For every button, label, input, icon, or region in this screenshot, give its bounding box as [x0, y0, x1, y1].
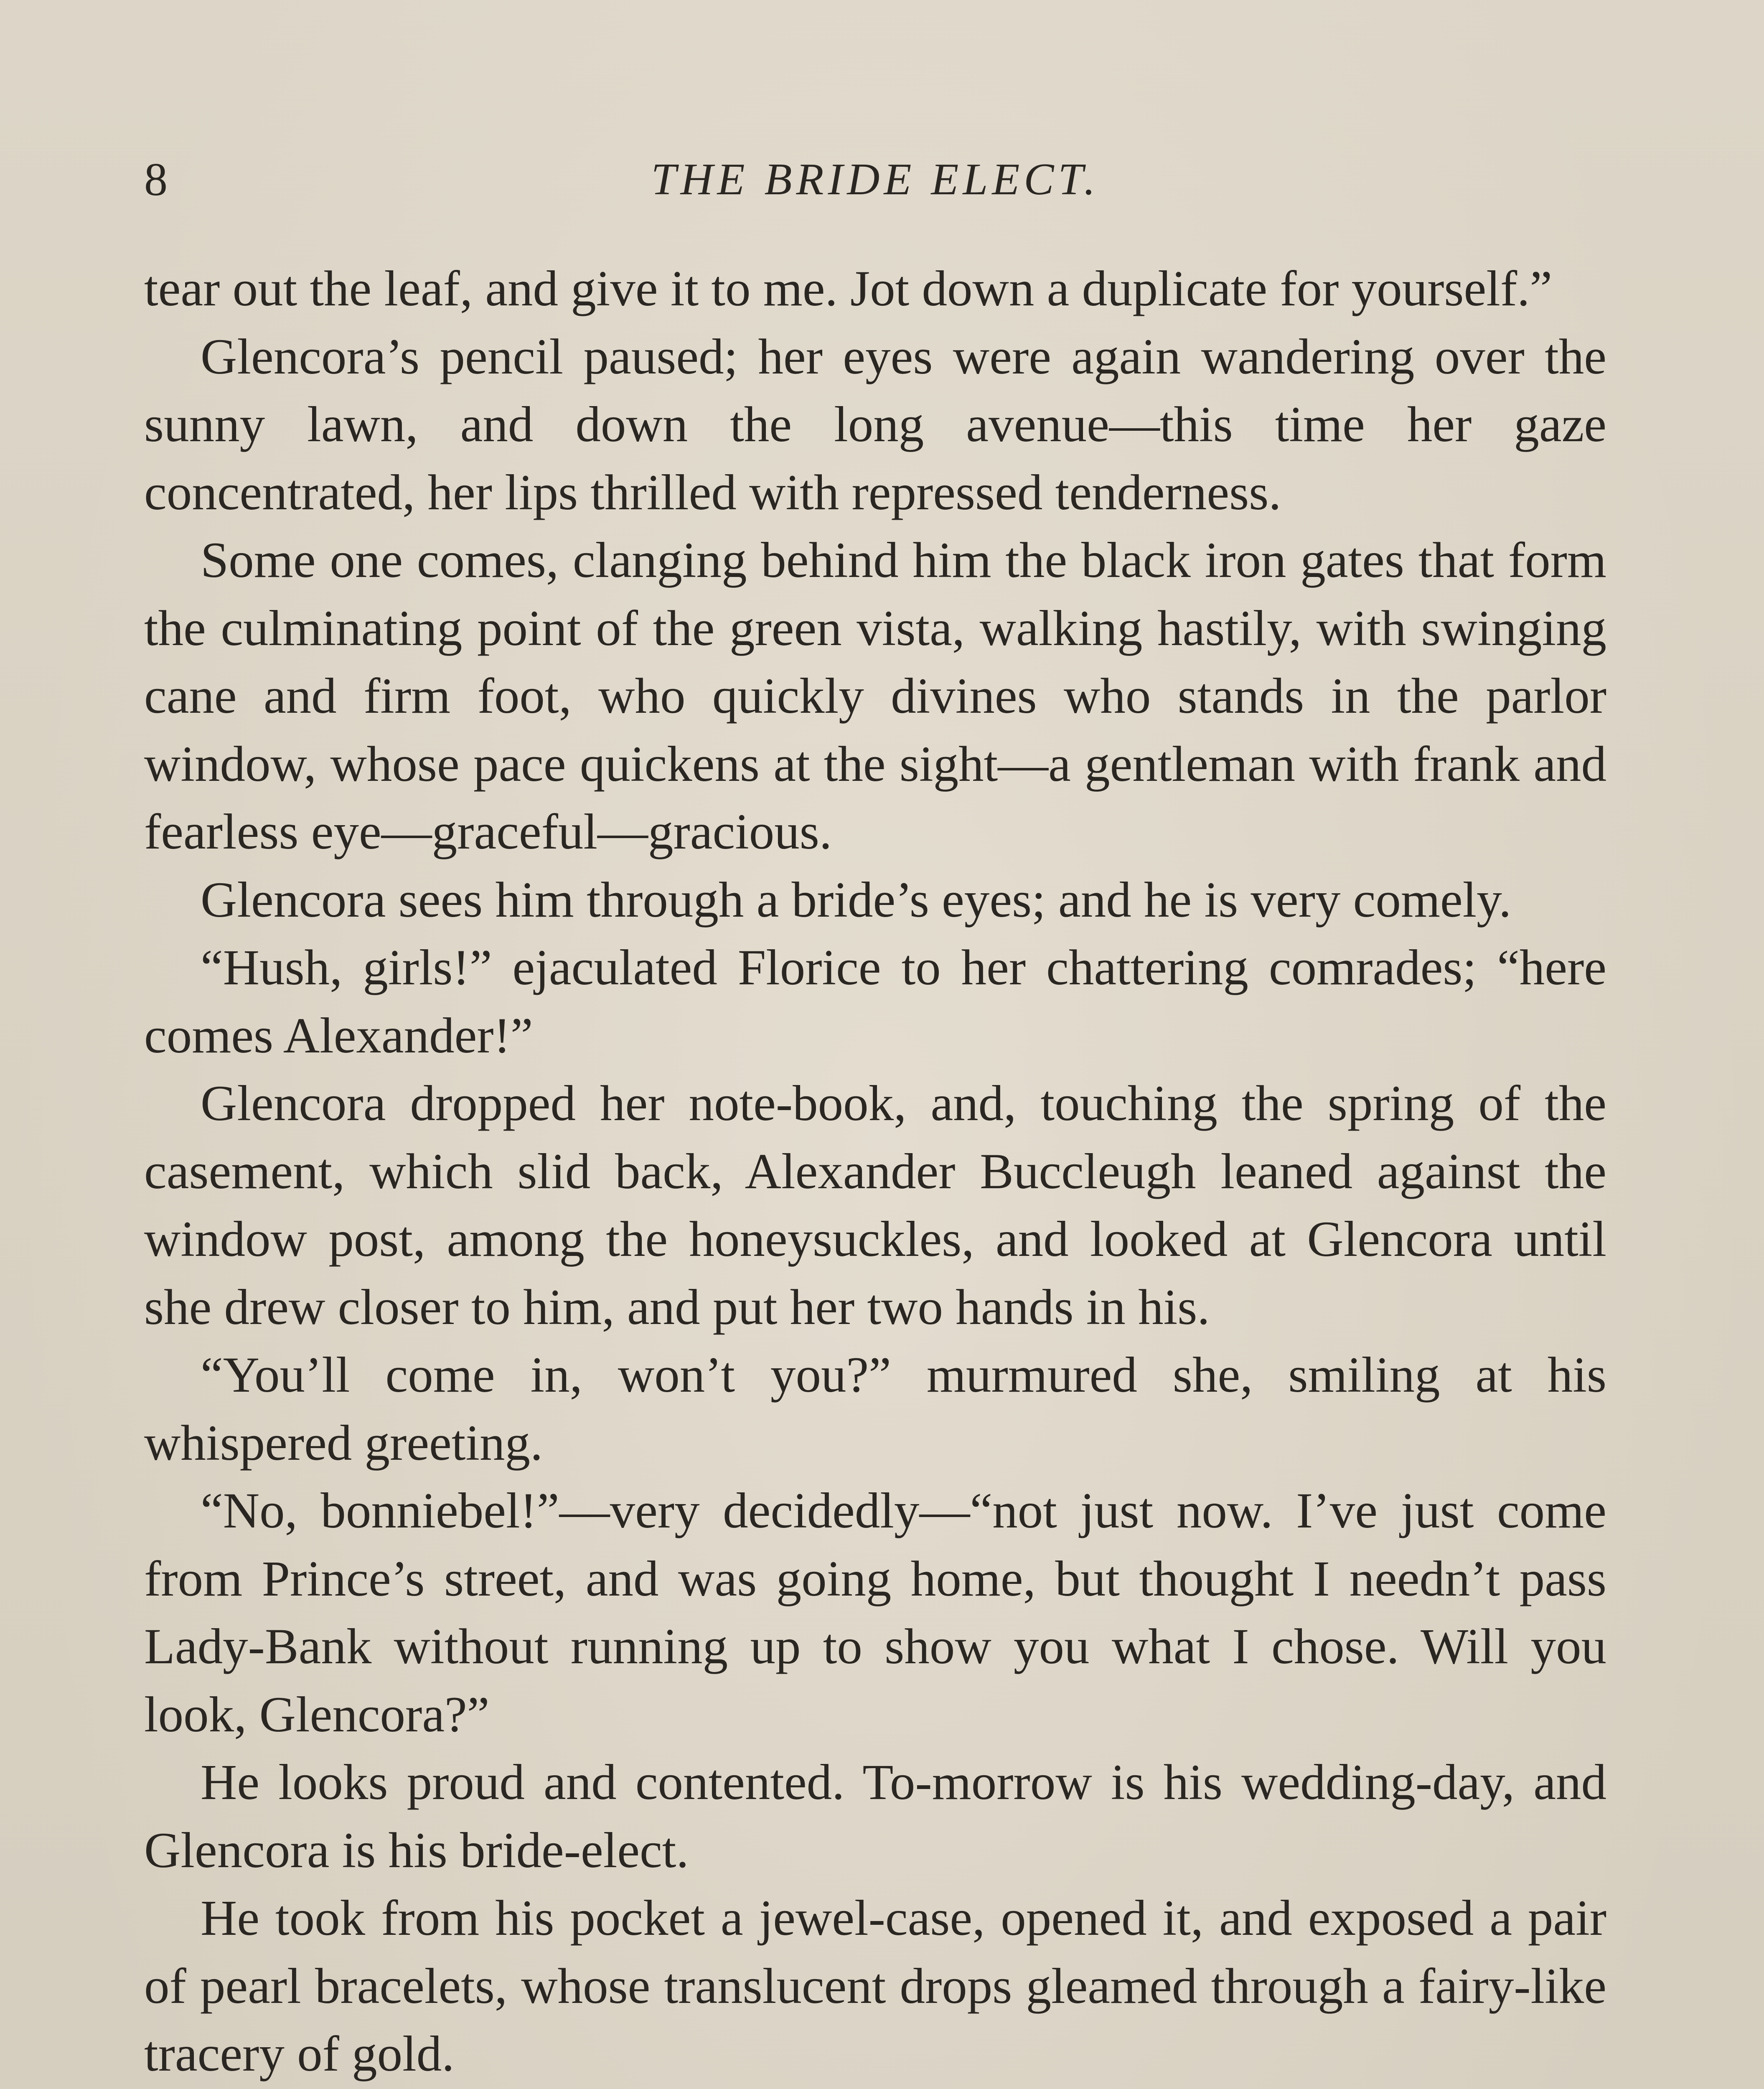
page-header	[144, 150, 1606, 209]
paragraph: “No, bonniebel!”—very decidedly—“not just now. I’ve just come from Prince’s street, and was going home, but thought I needn’t pass Lady-Bank without running up to show you what I chose. Will you look, Glencora?”	[144, 1483, 1606, 1743]
paragraph: “Hush, girls!” ejaculated Florice to her chattering comrades; “here comes Alexander!”	[144, 940, 1606, 1064]
paragraph: Glencora’s pencil paused; her eyes were again wandering over the sunny lawn, and down the long avenue—this time her gaze concentrated, her lips thrilled with repressed tenderness.	[144, 328, 1606, 521]
paragraph: tear out the leaf, and give it to me. Jot down a duplicate for yourself.”	[144, 261, 1553, 317]
running-title: THE BRIDE ELECT.	[651, 155, 1100, 204]
paragraph: He took from his pocket a jewel-case, opened it, and exposed a pair of pearl bracelets, whose translucent drops gleamed through a fairy-like tracery of gold.	[144, 1890, 1606, 2082]
page-number: 8	[144, 154, 168, 206]
paragraph: Glencora dropped her note-book, and, touching the spring of the casement, which slid back, Alexander Buccleugh leaned against the window post, among the honeysuckles, and looked at Glencora until she drew closer to him, and put her two hands in his.	[144, 1075, 1606, 1335]
paragraph: He looks proud and contented. To-morrow is his wedding-day, and Glencora is his bride-elect.	[144, 1754, 1606, 1878]
paragraph: “You’ll come in, won’t you?” murmured she, smiling at his whispered greeting.	[144, 1347, 1606, 1471]
paragraph: Glencora sees him through a bride’s eyes; and he is very comely.	[201, 872, 1512, 928]
paragraph: Some one comes, clanging behind him the black iron gates that form the culminating point of the green vista, walking hastily, with swinging cane and firm foot, who quickly divines who stands in the parlor window, whose pace quickens at the sight—a gentleman with frank and fearless eye—graceful—gracious.	[144, 532, 1606, 860]
body-text	[144, 255, 1606, 2089]
